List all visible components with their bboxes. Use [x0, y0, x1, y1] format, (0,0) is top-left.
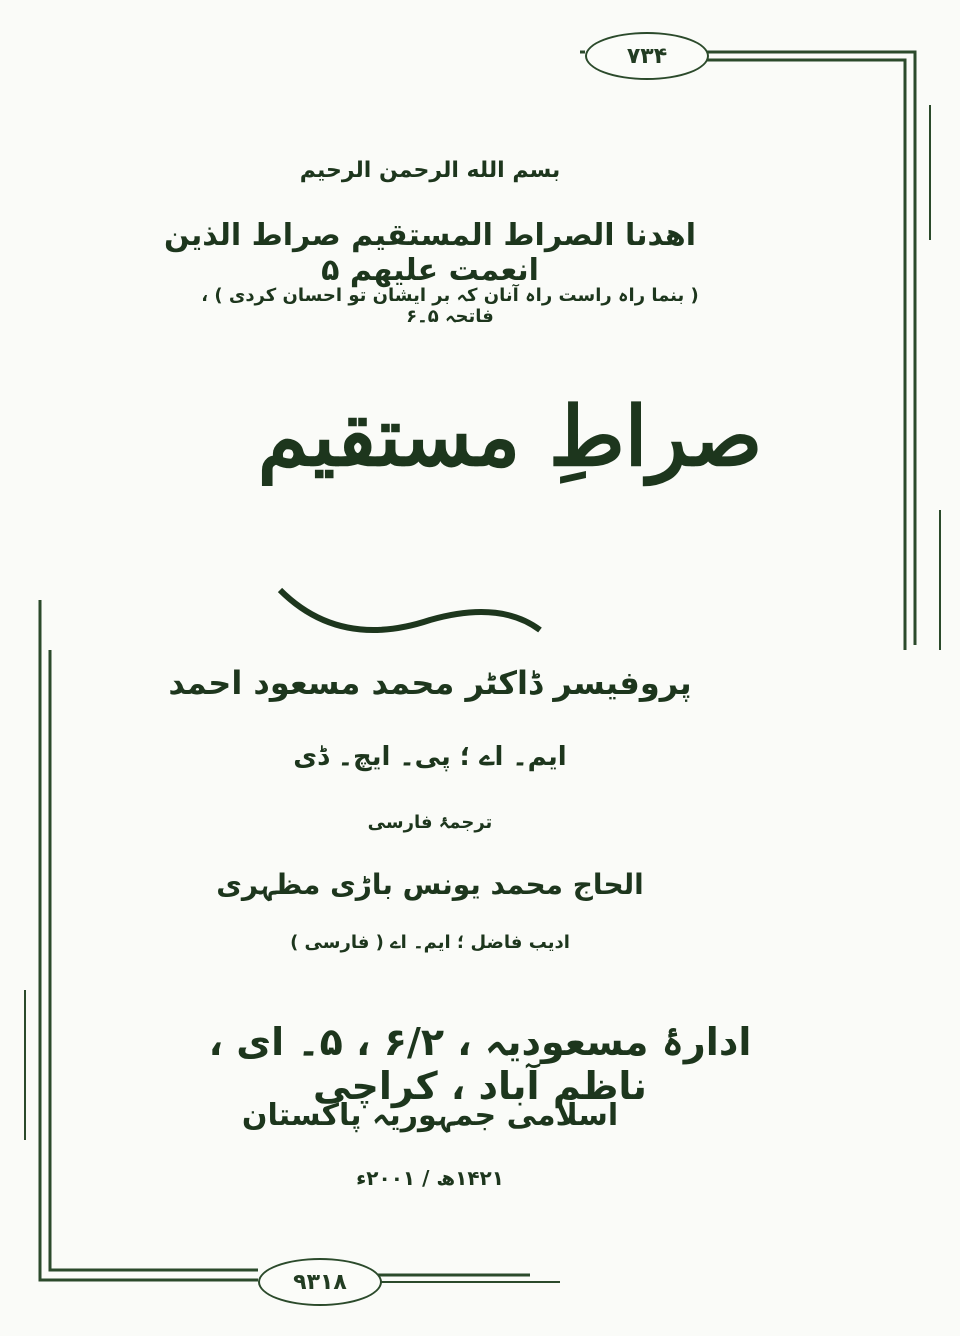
author-degree: ایم۔ اے ؛ پی۔ ایچ۔ ڈی: [293, 742, 567, 772]
verse-translation: ( بنما راہ راست راہ آنان کہ بر ایشان تو احسان کردی ) ، فاتحہ ۵۔۶: [201, 285, 699, 327]
publisher-address: ادارۂ مسعودیہ ، ۶/۲ ، ۵۔ ای ، ناظم آباد ، کراچی: [208, 1020, 752, 1108]
bismillah-heading: بسم الله الرحمن الرحیم: [299, 158, 561, 183]
page-number-top: ۷۳۴: [585, 32, 709, 80]
quran-verse: اھدنا الصراط المستقیم صراط الذین انعمت علیھم ۵: [164, 218, 696, 288]
book-title-calligraphy: [240, 360, 763, 660]
translator-name: الحاج محمد یونس باڑی مظہری: [216, 868, 644, 901]
country-name: اسلامی جمہوریہ پاکستان: [241, 1098, 619, 1133]
author-name: پروفیسر ڈاکٹر محمد مسعود احمد: [168, 664, 692, 702]
page-number-bottom: ۹۳۱۸: [258, 1258, 382, 1306]
title-word-mustaqeem: صراطِ مستقیم: [257, 389, 763, 485]
publication-date: ۱۴۲۱ھ / ۲۰۰۱ء: [356, 1166, 504, 1190]
translation-label: ترجمۂ فارسی: [367, 812, 493, 833]
title-flourish: [280, 590, 540, 630]
book-title: [240, 360, 763, 660]
translator-degree: ادیب فاضل ؛ ایم۔ اے ( فارسی ): [290, 932, 570, 953]
